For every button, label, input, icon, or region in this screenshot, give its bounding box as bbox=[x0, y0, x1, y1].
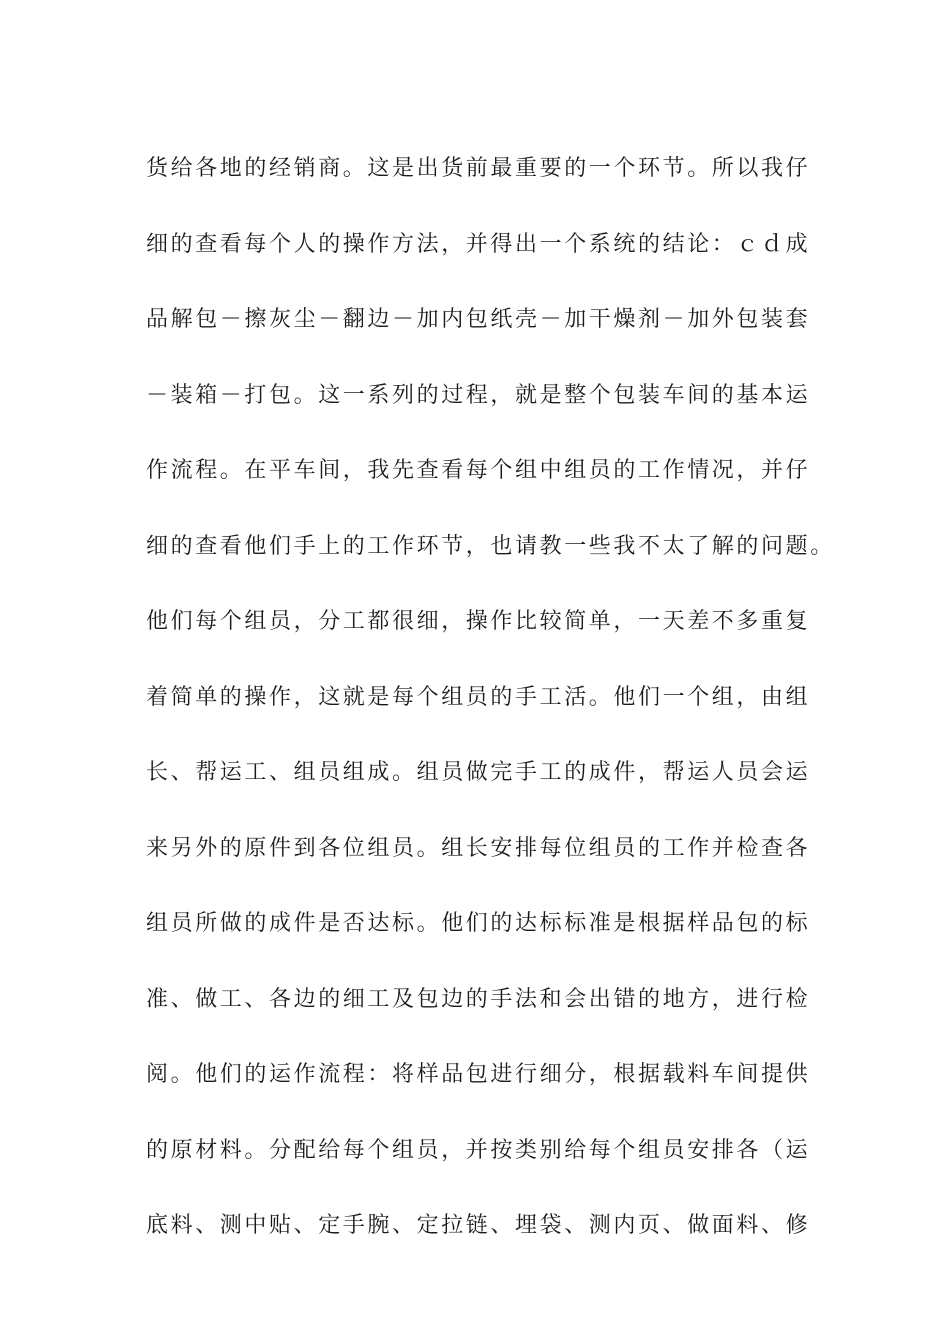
text-line: 准、做工、各边的细工及包边的手法和会出错的地方，进行检 bbox=[146, 986, 811, 1012]
text-line: 的原材料。分配给每个组员，并按类别给每个组员安排各（运 bbox=[146, 1137, 811, 1163]
text-line: 底料、测中贴、定手腕、定拉链、埋袋、测内页、做面料、修 bbox=[146, 1213, 811, 1238]
text-line: 来另外的原件到各位组员。组长安排每位组员的工作并检查各 bbox=[146, 835, 811, 861]
text-line: 组员所做的成件是否达标。他们的达标标准是根据样品包的标 bbox=[146, 911, 811, 936]
body-text bbox=[146, 131, 835, 1264]
text-line: 细的查看每个人的操作方法，并得出一个系统的结论：ｃｄ成 bbox=[146, 231, 811, 257]
text-line: 他们每个组员，分工都很细，操作比较简单，一天差不多重复 bbox=[146, 609, 811, 634]
text-line: 阅。他们的运作流程：将样品包进行细分，根据载料车间提供 bbox=[146, 1062, 811, 1087]
text-line: 细的查看他们手上的工作环节，也请教一些我不太了解的问题。 bbox=[146, 533, 835, 559]
text-line: 着简单的操作，这就是每个组员的手工活。他们一个组，由组 bbox=[146, 684, 811, 710]
text-line: 作流程。在平车间，我先查看每个组中组员的工作情况，并仔 bbox=[146, 458, 811, 483]
text-line: 品解包－擦灰尘－翻边－加内包纸壳－加干燥剂－加外包装套 bbox=[146, 307, 811, 332]
text-line: －装箱－打包。这一系列的过程，就是整个包装车间的基本运 bbox=[146, 382, 811, 408]
text-line: 长、帮运工、组员组成。组员做完手工的成件，帮运人员会运 bbox=[146, 760, 811, 785]
text-line: 货给各地的经销商。这是出货前最重要的一个环节。所以我仔 bbox=[146, 156, 811, 181]
